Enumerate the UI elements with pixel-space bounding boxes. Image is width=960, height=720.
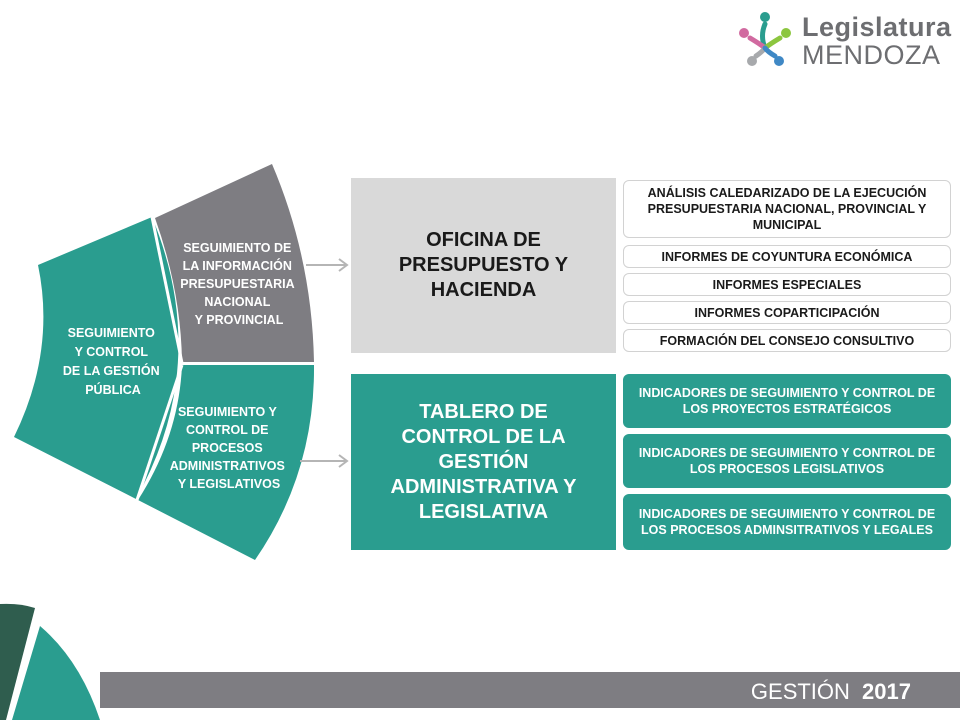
office-item-2 <box>623 245 951 268</box>
office-item-1 <box>623 180 951 238</box>
dashboard-item-3 <box>623 494 951 550</box>
office-item-label: FORMACIÓN DEL CONSEJO CONSULTIVO <box>659 333 915 348</box>
dashboard-item-1 <box>623 374 951 428</box>
brand-line-1: Legislatura <box>802 12 952 42</box>
office-item-label: INFORMES ESPECIALES <box>712 277 862 292</box>
footer-label: GESTIÓN <box>750 679 850 704</box>
legislatura-logo-icon <box>739 12 791 66</box>
brand-line-2: MENDOZA <box>802 40 941 70</box>
arrow-to-office-icon <box>306 259 347 271</box>
office-title: OFICINA DE PRESUPUESTO Y HACIENDA <box>398 229 569 301</box>
dashboard-item-2 <box>623 434 951 488</box>
office-item-label: INFORMES DE COYUNTURA ECONÓMICA <box>661 249 913 264</box>
dashboard-item-label: INDICADORES DE SEGUIMIENTO Y CONTROL DE LOS PROYECTOS ESTRATÉGICOS <box>638 386 936 416</box>
footer-text <box>751 679 911 704</box>
arc-main-label: SEGUIMIENTO Y CONTROL DE LA GESTIÓN PÚBLICA <box>62 326 160 397</box>
dashboard-item-label: INDICADORES DE SEGUIMIENTO Y CONTROL DE LOS PROCESOS LEGISLATIVOS <box>638 446 936 476</box>
office-item-label: INFORMES COPARTICIPACIÓN <box>694 305 880 320</box>
dashboard-item-label: INDICADORES DE SEGUIMIENTO Y CONTROL DE LOS PROCESOS ADMINSITRATIVOS Y LEGALES <box>638 507 936 537</box>
arrow-to-dashboard-icon <box>300 455 347 467</box>
office-item-5 <box>623 329 951 352</box>
footer-year: 2017 <box>862 679 911 704</box>
office-item-label: ANÁLISIS CALEDARIZADO DE LA EJECUCIÓN PRESUPUESTARIA NACIONAL, PROVINCIAL Y MUNICIPAL <box>647 186 927 232</box>
office-title-box <box>351 178 616 353</box>
arc-lower-label: SEGUIMIENTO Y CONTROL DE PROCESOS ADMINISTRATIVOS Y LEGISLATIVOS <box>169 405 285 491</box>
dashboard-title-box <box>351 374 616 550</box>
dashboard-title: TABLERO DE CONTROL DE LA GESTIÓN ADMINISTRATIVA Y LEGISLATIVA <box>390 400 577 523</box>
office-item-4 <box>623 301 951 324</box>
arc-upper-label: SEGUIMIENTO DE LA INFORMACIÓN PRESUPUESTARIA NACIONAL Y PROVINCIAL <box>180 241 295 327</box>
office-item-3 <box>623 273 951 296</box>
